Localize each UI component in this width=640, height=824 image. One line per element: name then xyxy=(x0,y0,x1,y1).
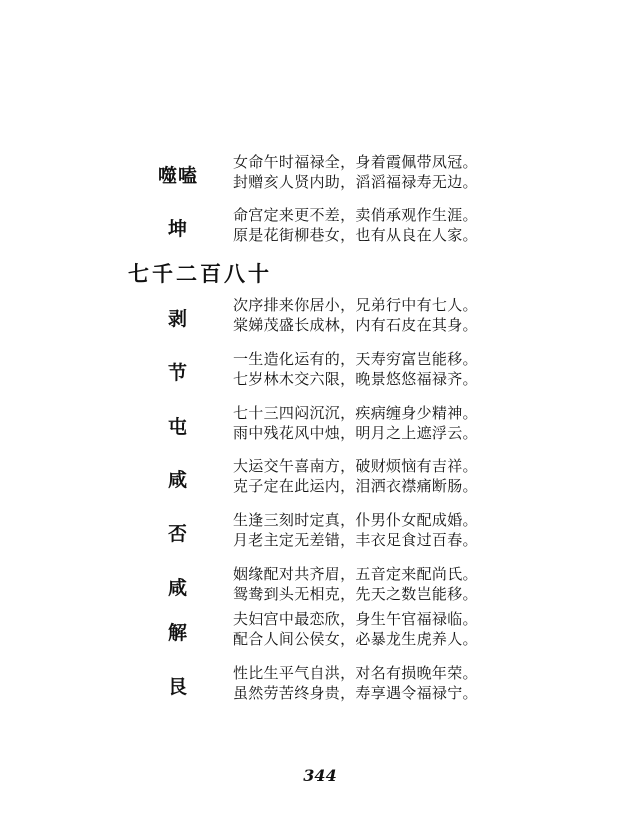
verse-text xyxy=(233,456,478,496)
verse-text xyxy=(233,564,478,604)
verse-line-2: 封赠亥人贤内助，滔滔福禄寿无边。 xyxy=(233,173,478,191)
verse-line-2: 月老主定无差错，丰衣足食过百春。 xyxy=(233,531,478,549)
verse-line-1: 一生造化运有的，天寿穷富岂能移。 xyxy=(233,350,478,368)
verse-line-2: 七岁林木交六限，晚景悠悠福禄齐。 xyxy=(233,370,478,388)
verse-line-2: 配合人间公侯女，必暴龙生虎养人。 xyxy=(233,630,478,648)
page-number: 344 xyxy=(303,766,337,785)
verse-line-1: 女命午时福禄全，身着霞佩带凤冠。 xyxy=(233,153,478,171)
hexagram-name: 剥 xyxy=(167,308,188,330)
fortune-entry xyxy=(0,609,640,659)
fortune-entry xyxy=(0,295,640,345)
fortune-entry xyxy=(0,349,640,399)
fortune-entry xyxy=(0,456,640,506)
verse-line-2: 鸳鸯到头无相克，先天之数岂能移。 xyxy=(233,585,478,603)
verse-line-2: 雨中残花风中烛，明月之上遮浮云。 xyxy=(233,424,478,442)
hexagram-name: 坤 xyxy=(167,218,188,240)
verse-line-1: 七十三四闷沉沉，疾病缠身少精神。 xyxy=(233,404,478,422)
fortune-entry xyxy=(0,152,640,202)
verse-line-1: 命宫定来更不差，卖俏承观作生涯。 xyxy=(233,206,478,224)
hexagram-name: 艮 xyxy=(167,676,188,698)
verse-text xyxy=(233,510,478,550)
verse-text xyxy=(233,663,478,703)
fortune-entry xyxy=(0,205,640,255)
verse-line-1: 性比生平气自洪，对名有损晚年荣。 xyxy=(233,664,478,682)
verse-text xyxy=(233,152,478,192)
verse-line-1: 生逢三刻时定真，仆男仆女配成婚。 xyxy=(233,511,478,529)
section-title: 七千二百八十 xyxy=(128,262,272,286)
verse-line-2: 克子定在此运内，泪洒衣襟痛断肠。 xyxy=(233,477,478,495)
verse-line-2: 虽然劳苦终身贵，寿享遇令福禄宁。 xyxy=(233,684,478,702)
fortune-entry xyxy=(0,564,640,614)
verse-text xyxy=(233,609,478,649)
verse-text xyxy=(233,403,478,443)
verse-text xyxy=(233,205,478,245)
verse-line-2: 棠娣茂盛长成林，内有石皮在其身。 xyxy=(233,316,478,334)
hexagram-name: 否 xyxy=(167,523,188,545)
verse-line-1: 大运交午喜南方，破财烦恼有吉祥。 xyxy=(233,457,478,475)
verse-text xyxy=(233,349,478,389)
verse-text xyxy=(233,295,478,335)
verse-line-1: 夫妇宫中最恋欣，身生午官福禄临。 xyxy=(233,610,478,628)
verse-line-2: 原是花街柳巷女，也有从良在人家。 xyxy=(233,226,478,244)
verse-line-1: 次序排来你居小，兄弟行中有七人。 xyxy=(233,296,478,314)
fortune-entry xyxy=(0,403,640,453)
hexagram-name: 节 xyxy=(167,362,188,384)
hexagram-name: 咸 xyxy=(167,469,188,491)
hexagram-name: 咸 xyxy=(167,577,188,599)
hexagram-name: 解 xyxy=(167,622,188,644)
hexagram-name: 噬嗑 xyxy=(157,165,198,187)
fortune-entry xyxy=(0,663,640,713)
verse-line-1: 姻缘配对共齐眉，五音定来配尚氏。 xyxy=(233,565,478,583)
fortune-entry xyxy=(0,510,640,560)
hexagram-name: 屯 xyxy=(167,416,188,438)
